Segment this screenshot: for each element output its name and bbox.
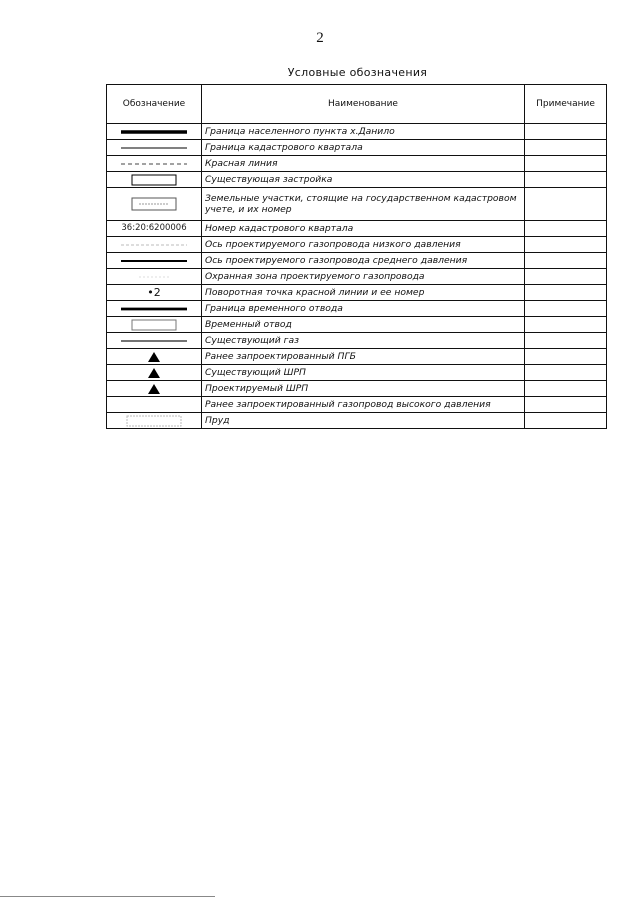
- legend-name: Граница населенного пункта х.Данило: [202, 124, 525, 140]
- legend-note: [525, 253, 607, 269]
- legend-header-row: [107, 85, 607, 124]
- legend-symbol-cell: [107, 172, 202, 188]
- legend-row: [107, 397, 607, 413]
- cadastral-number-text: 36:20:6200006: [121, 223, 187, 233]
- thick-line-icon: [119, 128, 189, 136]
- low-pressure-line-icon: [119, 241, 189, 249]
- legend-row: [107, 365, 607, 381]
- legend-name: Ось проектируемого газопровода низкого давления: [202, 237, 525, 253]
- legend-symbol-cell: [107, 301, 202, 317]
- pond-rect-icon: [124, 415, 184, 427]
- legend-note: [525, 172, 607, 188]
- legend-symbol-cell: [107, 253, 202, 269]
- triangle-icon: [147, 383, 161, 395]
- legend-name: Существующая застройка: [202, 172, 525, 188]
- legend-name: Существующий ШРП: [202, 365, 525, 381]
- legend-note: [525, 413, 607, 429]
- legend-symbol-cell: [107, 333, 202, 349]
- bottom-rule: [0, 896, 215, 897]
- legend-row: [107, 301, 607, 317]
- legend-note: [525, 221, 607, 237]
- legend-note: [525, 333, 607, 349]
- triangle-icon: [147, 367, 161, 379]
- legend-note: [525, 365, 607, 381]
- legend-row: [107, 381, 607, 397]
- page-number: 2: [316, 30, 324, 46]
- legend-note: [525, 124, 607, 140]
- legend-note: [525, 397, 607, 413]
- legend-row: [107, 269, 607, 285]
- legend-note: [525, 237, 607, 253]
- legend-row: [107, 349, 607, 365]
- legend-name: Земельные участки, стоящие на государственном кадастровом учете, и их номер: [202, 188, 525, 221]
- legend-row: [107, 237, 607, 253]
- legend-symbol-cell: [107, 285, 202, 301]
- legend-name: Граница кадастрового квартала: [202, 140, 525, 156]
- legend-row: [107, 285, 607, 301]
- temporary-rect-icon: [129, 319, 179, 331]
- legend-note: [525, 285, 607, 301]
- legend-symbol-cell: [107, 413, 202, 429]
- legend-name: Временный отвод: [202, 317, 525, 333]
- header-name: Наименование: [202, 85, 525, 124]
- legend-symbol-cell: [107, 124, 202, 140]
- legend-row: [107, 188, 607, 221]
- parcel-rect-icon: [129, 196, 179, 212]
- legend-row: [107, 124, 607, 140]
- legend-symbol-cell: [107, 349, 202, 365]
- legend-note: [525, 269, 607, 285]
- legend-title: Условные обозначения: [287, 66, 428, 79]
- legend-symbol-cell: [107, 156, 202, 172]
- legend-note: [525, 317, 607, 333]
- legend-name: Пруд: [202, 413, 525, 429]
- legend-name: Ранее запроектированный газопровод высокого давления: [202, 397, 525, 413]
- header-symbol: Обозначение: [107, 85, 202, 124]
- legend-symbol-cell: [107, 397, 202, 413]
- legend-row: [107, 221, 607, 237]
- legend-row: [107, 140, 607, 156]
- legend-name: Ранее запроектированный ПГБ: [202, 349, 525, 365]
- legend-note: [525, 381, 607, 397]
- legend-row: [107, 156, 607, 172]
- legend-name: Номер кадастрового квартала: [202, 221, 525, 237]
- dashed-line-icon: [119, 160, 189, 168]
- legend-symbol-cell: [107, 317, 202, 333]
- header-note: Примечание: [525, 85, 607, 124]
- legend-row: [107, 333, 607, 349]
- legend-note: [525, 140, 607, 156]
- legend-note: [525, 301, 607, 317]
- legend-name: Красная линия: [202, 156, 525, 172]
- legend-symbol-cell: [107, 237, 202, 253]
- legend-name: Охранная зона проектируемого газопровода: [202, 269, 525, 285]
- thick-line-icon: [119, 305, 189, 313]
- legend-note: [525, 349, 607, 365]
- legend-row: [107, 413, 607, 429]
- legend-row: [107, 317, 607, 333]
- legend-symbol-cell: [107, 188, 202, 221]
- legend-row: [107, 253, 607, 269]
- legend-symbol-cell: [107, 269, 202, 285]
- legend-table: [106, 84, 607, 429]
- legend-row: [107, 172, 607, 188]
- existing-gas-line-icon: [119, 337, 189, 345]
- legend-name: Поворотная точка красной линии и ее номер: [202, 285, 525, 301]
- thin-line-icon: [119, 144, 189, 152]
- legend-note: [525, 188, 607, 221]
- legend-symbol-cell: [107, 365, 202, 381]
- triangle-icon: [147, 351, 161, 363]
- medium-pressure-line-icon: [119, 257, 189, 265]
- outlined-rect-icon: [129, 174, 179, 186]
- legend-name: Существующий газ: [202, 333, 525, 349]
- turning-point-icon: •2: [147, 286, 161, 299]
- legend-name: Проектируемый ШРП: [202, 381, 525, 397]
- legend-symbol-cell: [107, 381, 202, 397]
- legend-note: [525, 156, 607, 172]
- protection-zone-icon: [119, 272, 189, 282]
- legend-name: Ось проектируемого газопровода среднего давления: [202, 253, 525, 269]
- legend-name: Граница временного отвода: [202, 301, 525, 317]
- legend-symbol-cell: [107, 221, 202, 237]
- legend-symbol-cell: [107, 140, 202, 156]
